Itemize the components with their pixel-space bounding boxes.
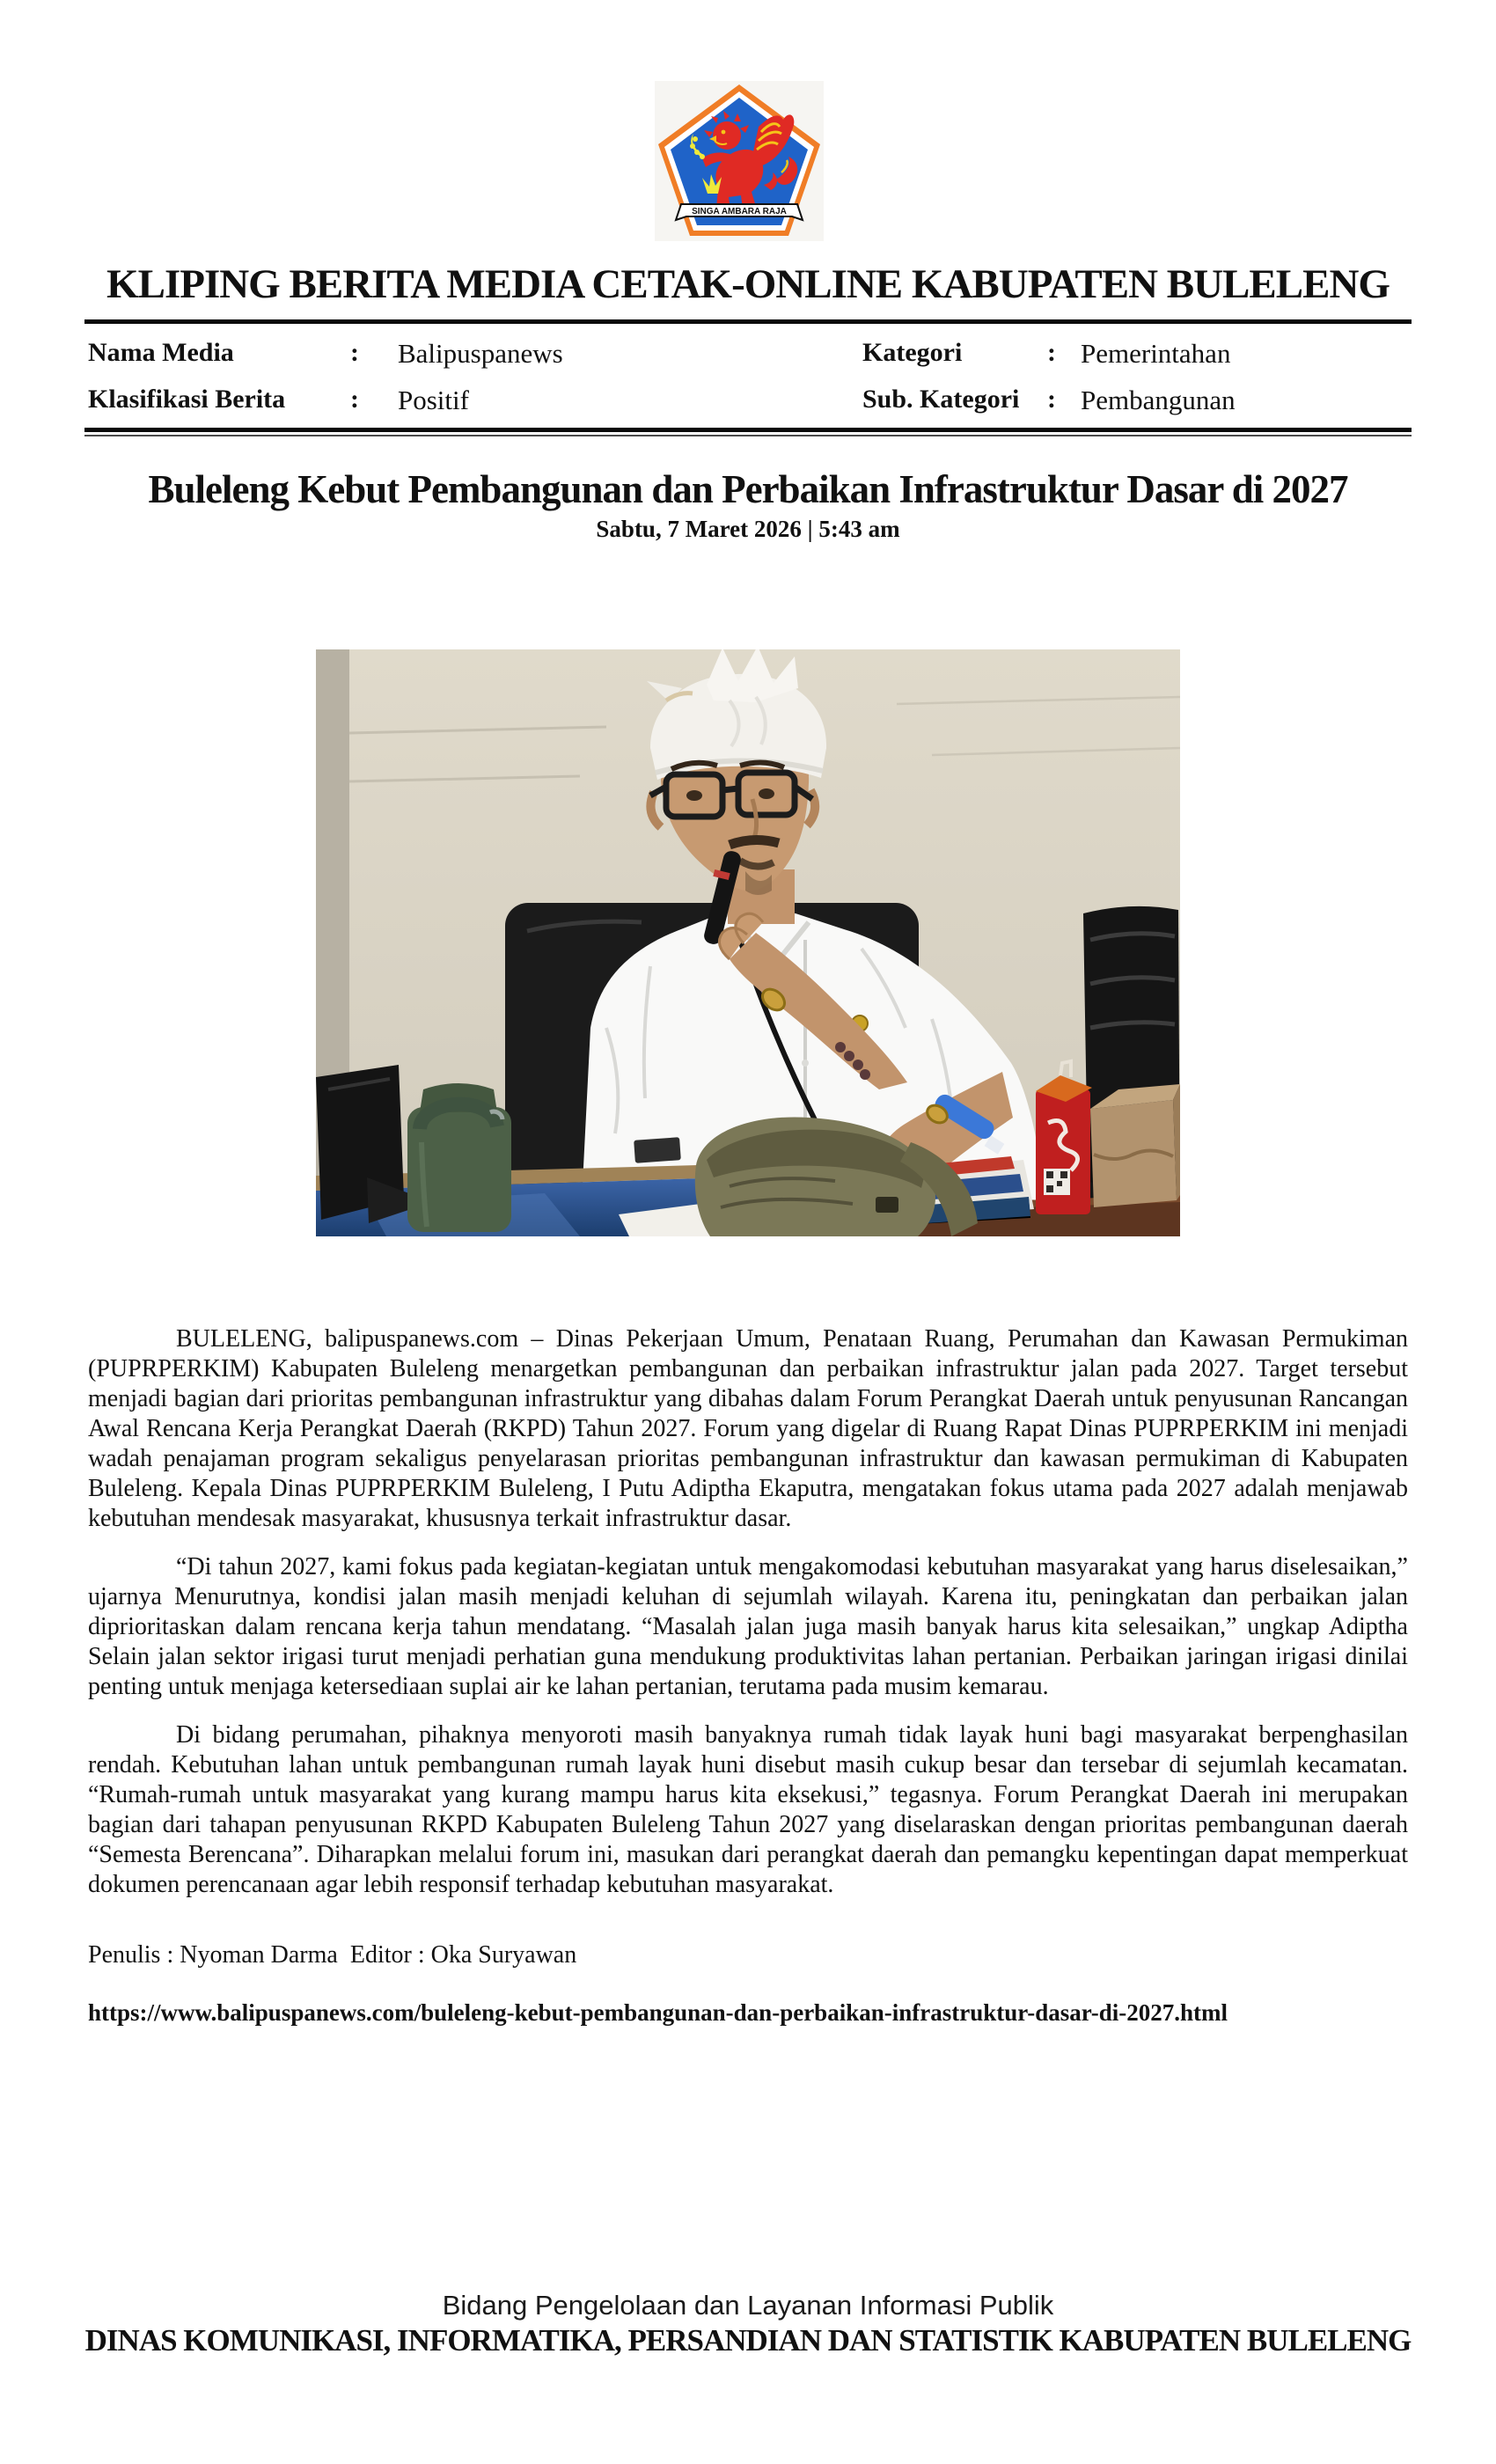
singa-ambara-raja-crest-icon [655,81,824,241]
buleleng-crest-logo [655,81,824,241]
meta-colon: : [1047,385,1056,414]
paragraph-1: BULELENG, balipuspanews.com – Dinas Pekerjaan Umum, Penataan Ruang, Perumahan dan Kawasan Permukiman (PUPRPERKIM) Kabupaten Buleleng menargetkan pembangunan dan perbaikan infrastruktur jalan pada 2027. Target tersebut menjadi bagian dari prioritas pembangunan infrastruktur yang dibahas dalam Forum Perangkat Daerah untuk penyusunan Rancangan Awal Rencana Kerja Perangkat Daerah (RKPD) Tahun 2027. Forum yang digelar di Ruang Rapat Dinas PUPRPERKIM ini menjadi wadah penajaman program sekaligus penyelarasan prioritas pembangunan infrastruktur dan kawasan permukiman di Kabupaten Buleleng. Kepala Dinas PUPRPERKIM Buleleng, I Putu Adiptha Ekaputra, mengatakan fokus utama pada 2027 adalah menjawab kebutuhan mendesak masyarakat, khususnya terkait infrastruktur dasar. [88,1325,1408,1532]
article-photo [316,649,1180,1236]
cardboard-box [1090,1084,1180,1207]
meta-row-1 [0,338,1496,377]
article-date: Sabtu, 7 Maret 2026 | 5:43 am [596,516,900,542]
meta-colon: : [350,338,359,367]
paragraph-2: “Di tahun 2027, kami fokus pada kegiatan-kegiatan untuk mengakomodasi kebutuhan masyarakat yang harus diselesaikan,” ujarnya Menurutnya, kondisi jalan masih menjadi keluhan di sejumlah wilayah. Karena itu, peningkatan dan perbaikan jalan diprioritaskan dalam rencana kerja tahun mendatang. “Masalah jalan juga masih banyak harus kita selesaikan,” ungkap Adiptha Selain jalan sektor irigasi turut menjadi perhatian guna mendukung produktivitas lahan pertanian. Perbaikan jaringan irigasi dinilai penting untuk menjaga ketersediaan suplai air ke lahan pertanian, terutama pada musim kemarau. [88,1553,1408,1700]
meta-label-nama-media: Nama Media [88,338,234,367]
meta-value-sub-kategori: Pembangunan [1081,385,1236,415]
meta-label-kategori: Kategori [862,338,963,367]
article-title: Buleleng Kebut Pembangunan dan Perbaikan Infrastruktur Dasar di 2027 [148,467,1348,511]
green-thermos-bottle [407,1083,511,1232]
meta-label-klasifikasi: Klasifikasi Berita [88,385,286,414]
header-rule-top [84,319,1412,324]
footer-agency: DINAS KOMUNIKASI, INFORMATIKA, PERSANDIAN DAN STATISTIK KABUPATEN BULELENG [84,2323,1412,2358]
header-rule-bottom-thin [84,435,1412,436]
meta-label-sub-kategori: Sub. Kategori [862,385,1020,414]
meta-row-2 [0,385,1496,423]
footer-division: Bidang Pengelolaan dan Layanan Informasi Publik [442,2290,1054,2321]
paragraph-3: Di bidang perumahan, pihaknya menyoroti masih banyaknya rumah tidak layak huni bagi masyarakat berpenghasilan rendah. Kebutuhan lahan untuk pembangunan rumah layak huni disebut masih cukup besar dan tersebar di sejumlah kecamatan. “Rumah-rumah untuk masyarakat yang kurang mampu harus kita eksekusi,” tegasnya. Forum Perangkat Daerah ini merupakan bagian dari tahapan penyusunan RKPD Kabupaten Buleleng Tahun 2027 yang diselaraskan dengan prioritas pembangunan daerah “Semesta Berencana”. Diharapkan melalui forum ini, masukan dari perangkat daerah dan pemangku kepentingan dapat memperkuat dokumen perencanaan agar lebih responsif terhadap kebutuhan masyarakat. [88,1721,1408,1898]
meta-value-kategori: Pemerintahan [1081,338,1231,369]
document-title: KLIPING BERITA MEDIA CETAK-ONLINE KABUPATEN BULELENG [106,261,1390,307]
logo-banner-text: SINGA AMBARA RAJA [692,207,787,216]
mustache [730,840,779,845]
meta-value-nama-media: Balipuspanews [398,338,563,369]
source-url: https://www.balipuspanews.com/buleleng-kebut-pembangunan-dan-perbaikan-infrastruktur-dasar-di-2027.html [88,1999,1228,2026]
meta-value-klasifikasi: Positif [398,385,469,415]
header-rule-bottom [84,428,1412,432]
name-tag [634,1137,681,1163]
meta-colon: : [1047,338,1056,367]
author-editor-byline: Penulis : Nyoman Darma Editor : Oka Suryawan [88,1941,577,1969]
meta-colon: : [350,385,359,414]
article-body [88,1324,1408,1918]
